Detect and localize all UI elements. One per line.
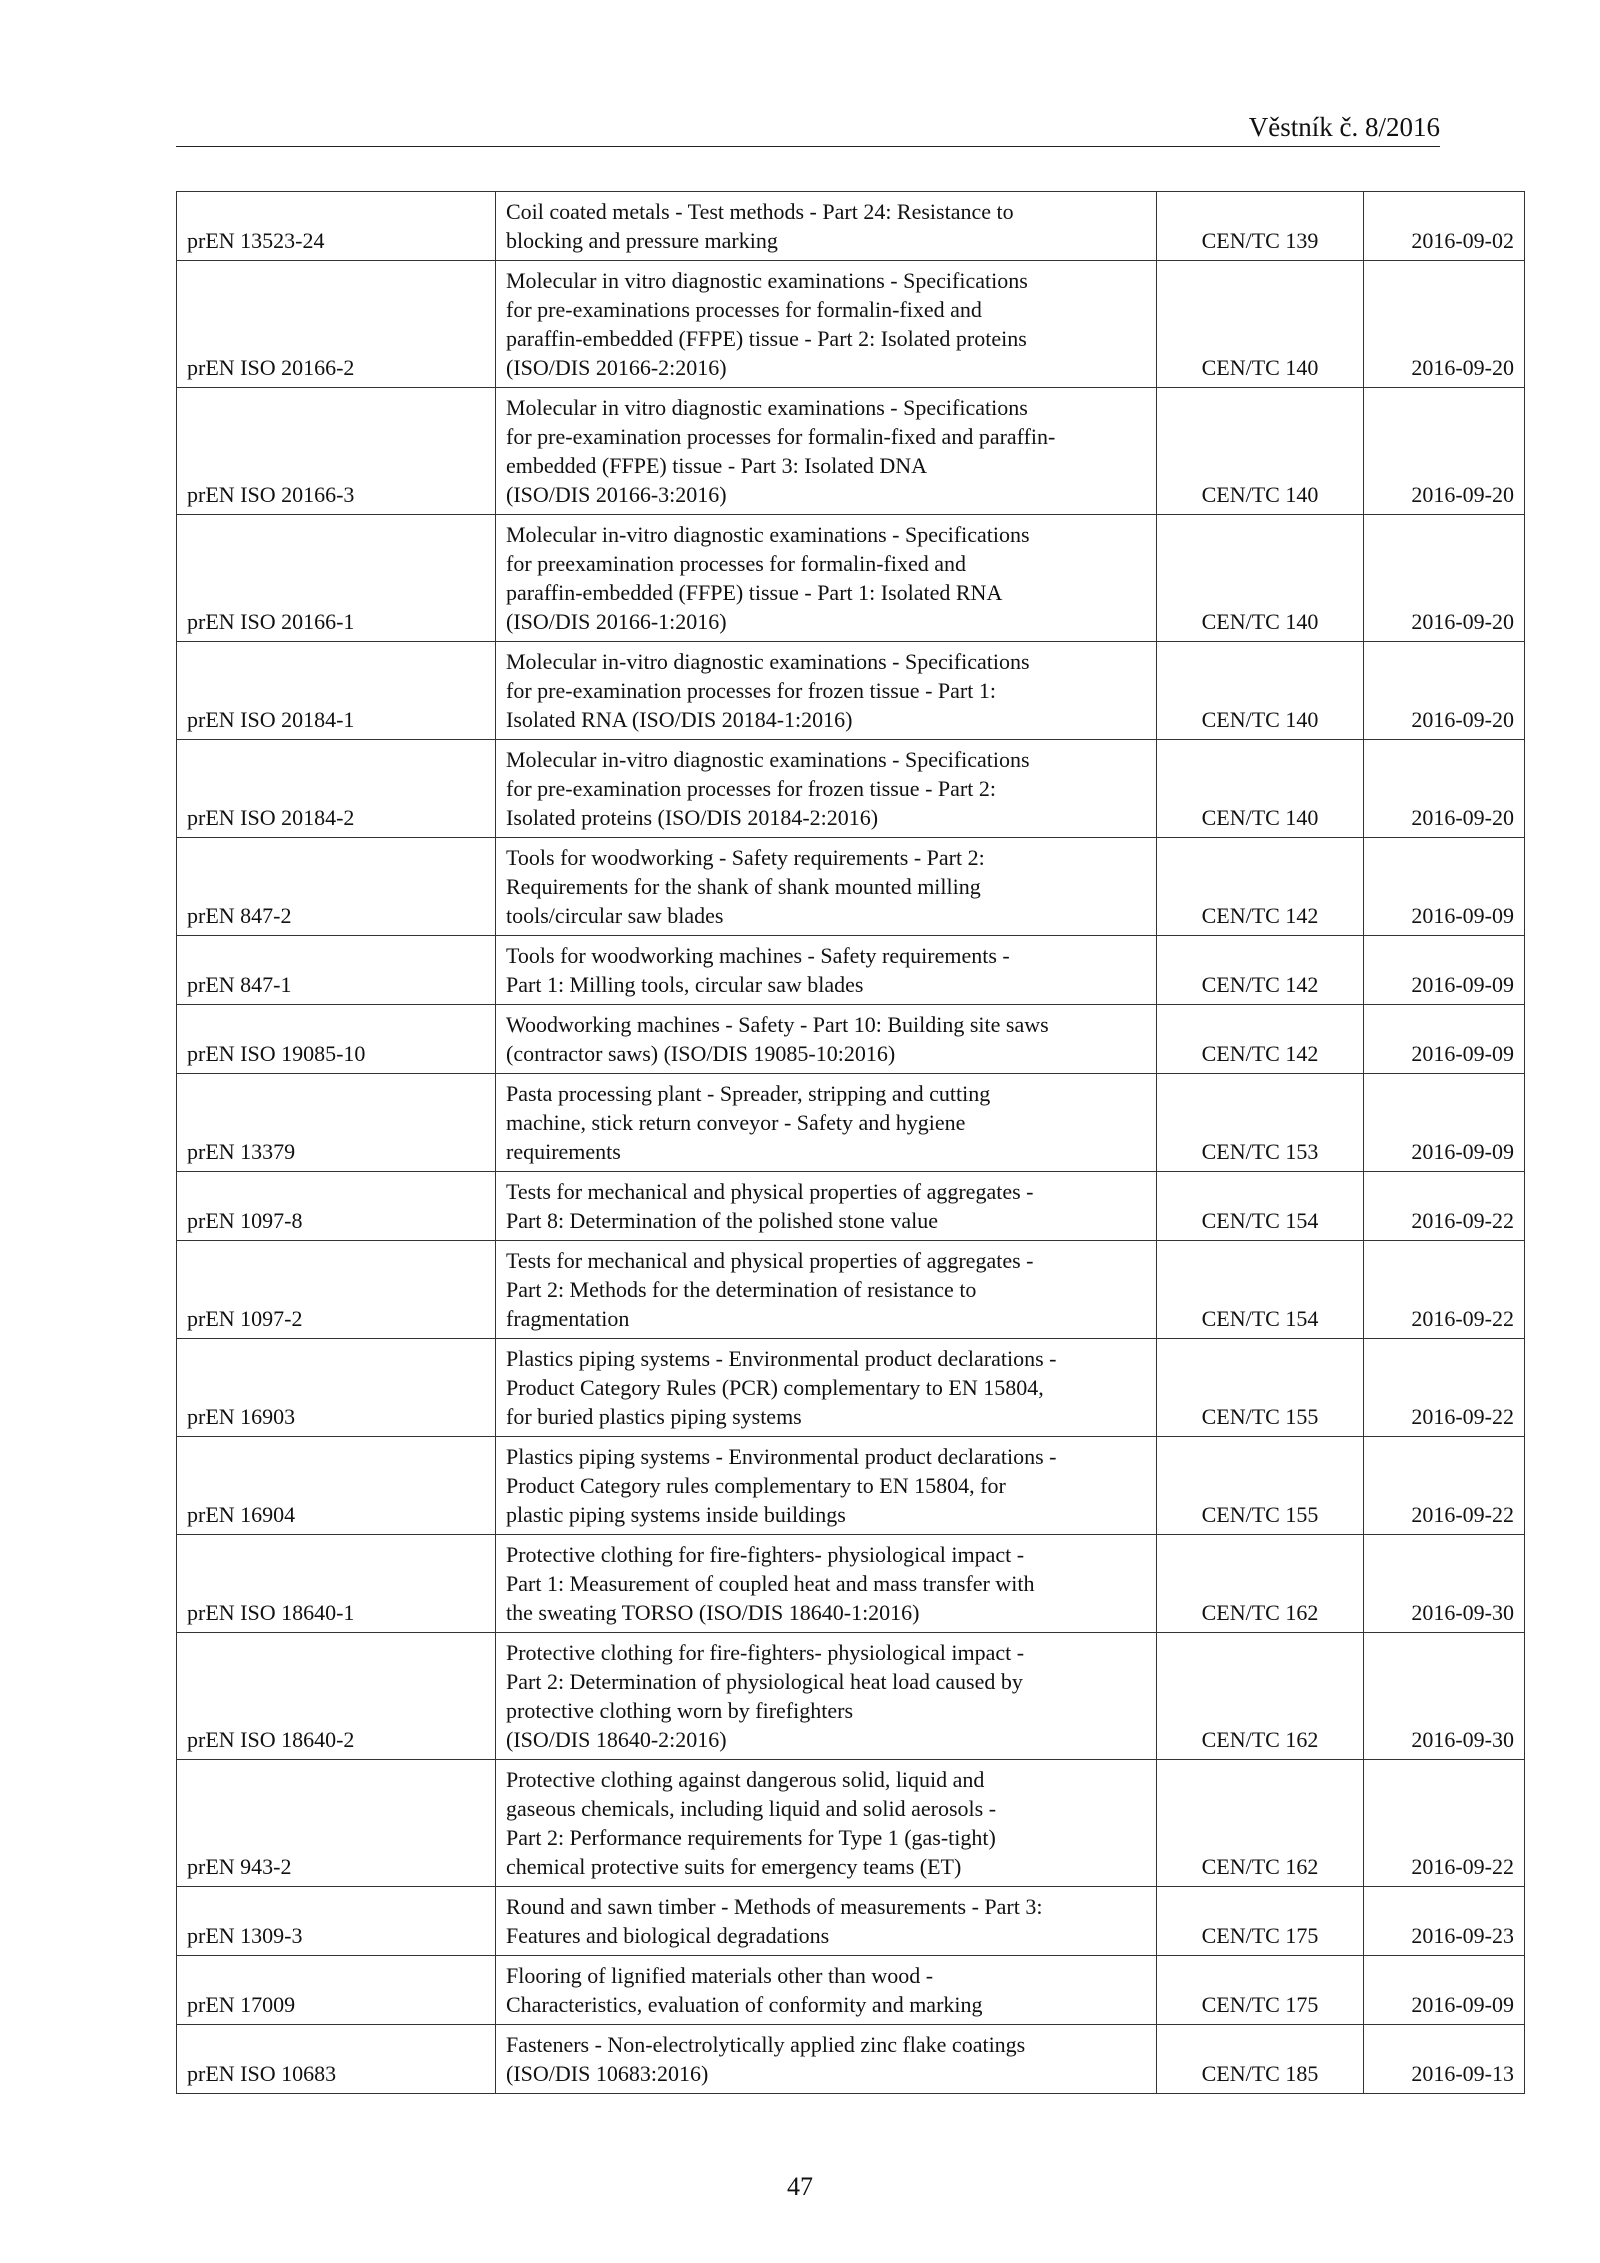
deadline-date: 2016-09-22 <box>1364 1172 1525 1241</box>
technical-committee: CEN/TC 140 <box>1157 388 1364 515</box>
deadline-date: 2016-09-20 <box>1364 261 1525 388</box>
deadline-date: 2016-09-09 <box>1364 1956 1525 2025</box>
deadline-date: 2016-09-02 <box>1364 192 1525 261</box>
standard-code: prEN 13523-24 <box>177 192 496 261</box>
technical-committee: CEN/TC 154 <box>1157 1172 1364 1241</box>
standard-title: Woodworking machines - Safety - Part 10: Building site saws (contractor saws) (ISO/DIS 19085-10:2016) <box>496 1005 1157 1074</box>
table-row <box>177 740 1525 838</box>
standard-title: Protective clothing for fire-fighters- physiological impact - Part 2: Determination of physiological heat load caused by protective clothing worn by firefighters (ISO/DIS 18640-2:2016) <box>496 1633 1157 1760</box>
deadline-date: 2016-09-13 <box>1364 2025 1525 2094</box>
standard-title: Molecular in vitro diagnostic examinations - Specifications for pre-examinations processes for formalin-fixed and paraffin-embedded (FFPE) tissue - Part 2: Isolated proteins (ISO/DIS 20166-2:2016) <box>496 261 1157 388</box>
technical-committee: CEN/TC 162 <box>1157 1535 1364 1633</box>
technical-committee: CEN/TC 139 <box>1157 192 1364 261</box>
standard-code: prEN 16903 <box>177 1339 496 1437</box>
standard-code: prEN 943-2 <box>177 1760 496 1887</box>
standard-code: prEN ISO 19085-10 <box>177 1005 496 1074</box>
standard-title: Molecular in-vitro diagnostic examinations - Specifications for pre-examination processes for frozen tissue - Part 2: Isolated proteins (ISO/DIS 20184-2:2016) <box>496 740 1157 838</box>
technical-committee: CEN/TC 155 <box>1157 1339 1364 1437</box>
deadline-date: 2016-09-20 <box>1364 388 1525 515</box>
technical-committee: CEN/TC 140 <box>1157 261 1364 388</box>
deadline-date: 2016-09-22 <box>1364 1241 1525 1339</box>
standard-code: prEN ISO 10683 <box>177 2025 496 2094</box>
table-row <box>177 1339 1525 1437</box>
table-row <box>177 1005 1525 1074</box>
standard-code: prEN ISO 20166-1 <box>177 515 496 642</box>
standard-title: Protective clothing for fire-fighters- physiological impact - Part 1: Measurement of coupled heat and mass transfer with the sweating TORSO (ISO/DIS 18640-1:2016) <box>496 1535 1157 1633</box>
standard-code: prEN ISO 18640-1 <box>177 1535 496 1633</box>
standard-title: Tests for mechanical and physical properties of aggregates - Part 8: Determination of the polished stone value <box>496 1172 1157 1241</box>
standard-title: Protective clothing against dangerous solid, liquid and gaseous chemicals, including liquid and solid aerosols - Part 2: Performance requirements for Type 1 (gas-tight) chemical protective suits for emergency teams (ET) <box>496 1760 1157 1887</box>
standard-title: Fasteners - Non-electrolytically applied zinc flake coatings (ISO/DIS 10683:2016) <box>496 2025 1157 2094</box>
table-row <box>177 1172 1525 1241</box>
technical-committee: CEN/TC 142 <box>1157 838 1364 936</box>
technical-committee: CEN/TC 142 <box>1157 1005 1364 1074</box>
standard-title: Round and sawn timber - Methods of measurements - Part 3: Features and biological degradations <box>496 1887 1157 1956</box>
deadline-date: 2016-09-09 <box>1364 936 1525 1005</box>
standard-title: Pasta processing plant - Spreader, stripping and cutting machine, stick return conveyor - Safety and hygiene requirements <box>496 1074 1157 1172</box>
standard-code: prEN 17009 <box>177 1956 496 2025</box>
standard-code: prEN 847-2 <box>177 838 496 936</box>
deadline-date: 2016-09-22 <box>1364 1339 1525 1437</box>
standard-code: prEN ISO 20184-1 <box>177 642 496 740</box>
deadline-date: 2016-09-23 <box>1364 1887 1525 1956</box>
standard-code: prEN 13379 <box>177 1074 496 1172</box>
technical-committee: CEN/TC 175 <box>1157 1887 1364 1956</box>
standard-code: prEN 1097-8 <box>177 1172 496 1241</box>
standards-table-body <box>177 192 1525 2094</box>
deadline-date: 2016-09-30 <box>1364 1535 1525 1633</box>
standard-code: prEN 16904 <box>177 1437 496 1535</box>
page-number: 47 <box>787 2172 813 2201</box>
table-row <box>177 515 1525 642</box>
publication-title: Věstník č. 8/2016 <box>1248 112 1440 142</box>
technical-committee: CEN/TC 162 <box>1157 1760 1364 1887</box>
deadline-date: 2016-09-22 <box>1364 1437 1525 1535</box>
standard-code: prEN ISO 20166-3 <box>177 388 496 515</box>
deadline-date: 2016-09-20 <box>1364 642 1525 740</box>
standard-code: prEN ISO 18640-2 <box>177 1633 496 1760</box>
technical-committee: CEN/TC 140 <box>1157 740 1364 838</box>
technical-committee: CEN/TC 162 <box>1157 1633 1364 1760</box>
table-row <box>177 838 1525 936</box>
standard-title: Tests for mechanical and physical properties of aggregates - Part 2: Methods for the determination of resistance to fragmentation <box>496 1241 1157 1339</box>
deadline-date: 2016-09-30 <box>1364 1633 1525 1760</box>
standard-code: prEN 1309-3 <box>177 1887 496 1956</box>
table-row <box>177 1760 1525 1887</box>
standard-title: Plastics piping systems - Environmental product declarations - Product Category Rules (PCR) complementary to EN 15804, for buried plastics piping systems <box>496 1339 1157 1437</box>
technical-committee: CEN/TC 175 <box>1157 1956 1364 2025</box>
table-row <box>177 2025 1525 2094</box>
table-row <box>177 1241 1525 1339</box>
deadline-date: 2016-09-20 <box>1364 740 1525 838</box>
table-row <box>177 1956 1525 2025</box>
technical-committee: CEN/TC 155 <box>1157 1437 1364 1535</box>
standards-table <box>176 191 1525 2094</box>
technical-committee: CEN/TC 185 <box>1157 2025 1364 2094</box>
standard-title: Plastics piping systems - Environmental product declarations - Product Category rules complementary to EN 15804, for plastic piping systems inside buildings <box>496 1437 1157 1535</box>
standard-title: Molecular in vitro diagnostic examinations - Specifications for pre-examination processes for formalin-fixed and paraffin- embedded (FFPE) tissue - Part 3: Isolated DNA (ISO/DIS 20166-3:2016) <box>496 388 1157 515</box>
technical-committee: CEN/TC 142 <box>1157 936 1364 1005</box>
table-row <box>177 1887 1525 1956</box>
technical-committee: CEN/TC 140 <box>1157 515 1364 642</box>
deadline-date: 2016-09-20 <box>1364 515 1525 642</box>
table-row <box>177 936 1525 1005</box>
deadline-date: 2016-09-09 <box>1364 1074 1525 1172</box>
table-row <box>177 1535 1525 1633</box>
table-row <box>177 192 1525 261</box>
standard-title: Molecular in-vitro diagnostic examinations - Specifications for preexamination processes for formalin-fixed and paraffin-embedded (FFPE) tissue - Part 1: Isolated RNA (ISO/DIS 20166-1:2016) <box>496 515 1157 642</box>
standard-title: Molecular in-vitro diagnostic examinations - Specifications for pre-examination processes for frozen tissue - Part 1: Isolated RNA (ISO/DIS 20184-1:2016) <box>496 642 1157 740</box>
deadline-date: 2016-09-09 <box>1364 1005 1525 1074</box>
technical-committee: CEN/TC 140 <box>1157 642 1364 740</box>
table-row <box>177 642 1525 740</box>
page-header <box>176 108 1440 147</box>
standard-title: Tools for woodworking machines - Safety requirements - Part 1: Milling tools, circular saw blades <box>496 936 1157 1005</box>
table-row <box>177 1074 1525 1172</box>
standard-title: Coil coated metals - Test methods - Part 24: Resistance to blocking and pressure marking <box>496 192 1157 261</box>
technical-committee: CEN/TC 154 <box>1157 1241 1364 1339</box>
table-row <box>177 1437 1525 1535</box>
deadline-date: 2016-09-09 <box>1364 838 1525 936</box>
standard-title: Tools for woodworking - Safety requirements - Part 2: Requirements for the shank of shank mounted milling tools/circular saw blades <box>496 838 1157 936</box>
technical-committee: CEN/TC 153 <box>1157 1074 1364 1172</box>
table-row <box>177 388 1525 515</box>
table-row <box>177 261 1525 388</box>
standard-code: prEN ISO 20184-2 <box>177 740 496 838</box>
standard-code: prEN 847-1 <box>177 936 496 1005</box>
standard-code: prEN ISO 20166-2 <box>177 261 496 388</box>
standard-title: Flooring of lignified materials other than wood - Characteristics, evaluation of conformity and marking <box>496 1956 1157 2025</box>
table-row <box>177 1633 1525 1760</box>
standard-code: prEN 1097-2 <box>177 1241 496 1339</box>
deadline-date: 2016-09-22 <box>1364 1760 1525 1887</box>
